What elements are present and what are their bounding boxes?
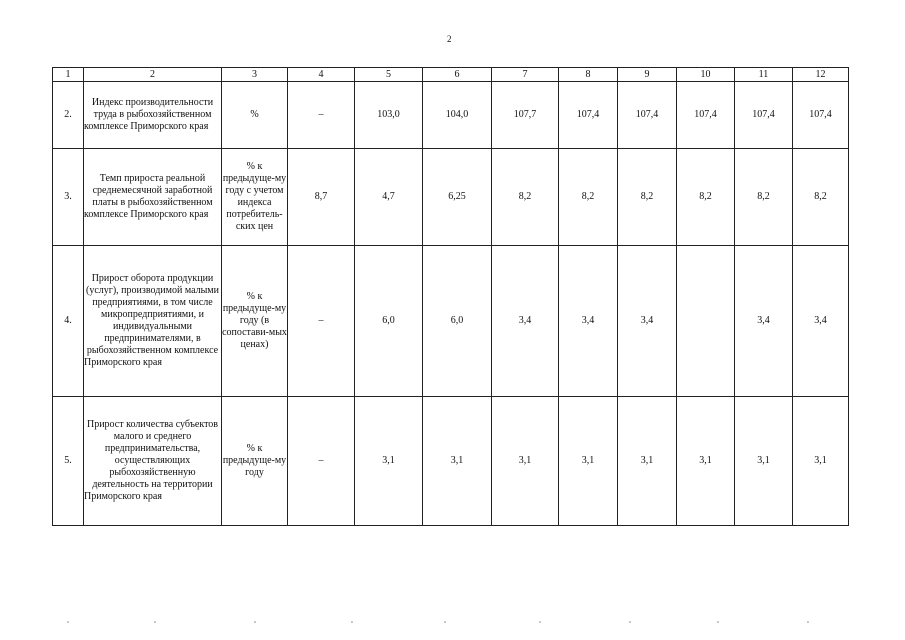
column-header: 11: [735, 68, 793, 82]
unit-cell: % к предыдуще-му году: [222, 397, 288, 526]
indicator-description: Индекс производительности труда в рыбохозяйственном комплексе Приморского края: [84, 82, 222, 149]
value-cell: 3,4: [618, 246, 677, 397]
table-row: [53, 246, 849, 397]
value-cell: [677, 246, 735, 397]
value-cell: 107,4: [618, 82, 677, 149]
value-cell: –: [288, 82, 355, 149]
value-cell: 8,2: [559, 149, 618, 246]
value-cell: 3,1: [355, 397, 423, 526]
value-cell: 8,7: [288, 149, 355, 246]
value-cell: 107,4: [559, 82, 618, 149]
value-cell: 8,2: [677, 149, 735, 246]
header-row: [53, 68, 849, 82]
value-cell: –: [288, 397, 355, 526]
column-header: 7: [492, 68, 559, 82]
value-cell: 8,2: [492, 149, 559, 246]
page-number: 2: [447, 34, 452, 44]
unit-cell: %: [222, 82, 288, 149]
column-header: 6: [423, 68, 492, 82]
column-header: 4: [288, 68, 355, 82]
value-cell: 8,2: [618, 149, 677, 246]
column-header: 8: [559, 68, 618, 82]
value-cell: 3,1: [793, 397, 849, 526]
scan-artifact-dots: [0, 618, 905, 628]
row-number: 5.: [53, 397, 84, 526]
value-cell: 8,2: [793, 149, 849, 246]
value-cell: 103,0: [355, 82, 423, 149]
value-cell: 3,1: [677, 397, 735, 526]
value-cell: 6,25: [423, 149, 492, 246]
value-cell: 3,1: [559, 397, 618, 526]
column-header: 12: [793, 68, 849, 82]
indicator-description: Темп прироста реальной среднемесячной заработной платы в рыбохозяйственном комплексе Приморского края: [84, 149, 222, 246]
value-cell: 3,4: [492, 246, 559, 397]
value-cell: 8,2: [735, 149, 793, 246]
unit-cell: % к предыдуще-му году (в сопостави-мых ценах): [222, 246, 288, 397]
table-row: [53, 149, 849, 246]
value-cell: 107,4: [793, 82, 849, 149]
value-cell: 6,0: [423, 246, 492, 397]
value-cell: 3,1: [423, 397, 492, 526]
value-cell: 3,4: [793, 246, 849, 397]
value-cell: 107,4: [735, 82, 793, 149]
table-row: [53, 82, 849, 149]
column-header: 2: [84, 68, 222, 82]
column-header: 5: [355, 68, 423, 82]
value-cell: 104,0: [423, 82, 492, 149]
value-cell: 3,1: [618, 397, 677, 526]
column-header: 1: [53, 68, 84, 82]
value-cell: 3,1: [735, 397, 793, 526]
row-number: 4.: [53, 246, 84, 397]
value-cell: 3,4: [559, 246, 618, 397]
row-number: 3.: [53, 149, 84, 246]
value-cell: 107,4: [677, 82, 735, 149]
value-cell: 107,7: [492, 82, 559, 149]
value-cell: 3,4: [735, 246, 793, 397]
row-number: 2.: [53, 82, 84, 149]
column-header: 10: [677, 68, 735, 82]
table-row: [53, 397, 849, 526]
value-cell: –: [288, 246, 355, 397]
column-header: 9: [618, 68, 677, 82]
column-header: 3: [222, 68, 288, 82]
value-cell: 6,0: [355, 246, 423, 397]
indicators-table: [52, 67, 849, 526]
indicator-description: Прирост оборота продукции (услуг), производимой малыми предприятиями, в том числе микропредприятиями, и индивидуальными предпринимателями, в рыбохозяйственном комплексе Приморского края: [84, 246, 222, 397]
value-cell: 4,7: [355, 149, 423, 246]
indicator-description: Прирост количества субъектов малого и среднего предпринимательства, осуществляющих рыбохозяйственную деятельность на территории Приморского края: [84, 397, 222, 526]
unit-cell: % к предыдуще-му году с учетом индекса потребитель-ских цен: [222, 149, 288, 246]
value-cell: 3,1: [492, 397, 559, 526]
